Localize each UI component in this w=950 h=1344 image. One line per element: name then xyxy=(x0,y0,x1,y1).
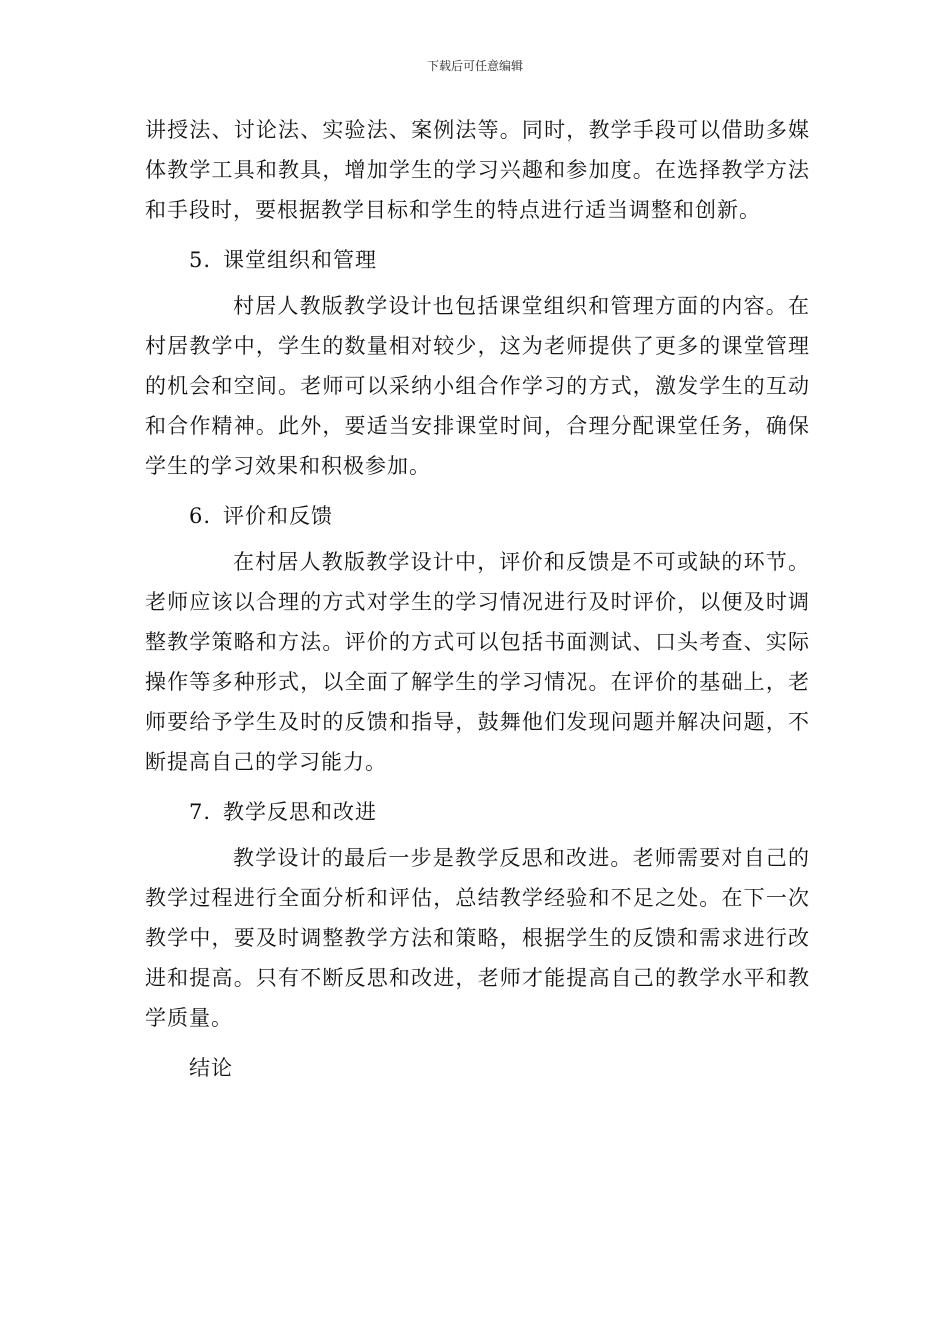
paragraph-teaching-methods-cont: 讲授法、讨论法、实验法、案例法等。同时，教学手段可以借助多媒体教学工具和教具，增加学生的学习兴趣和参加度。在选择教学方法和手段时，要根据教学目标和学生的特点进行适当调整和创新。 xyxy=(145,118,810,222)
section-heading-6 xyxy=(145,498,810,534)
section-heading-5 xyxy=(145,242,810,278)
section-heading-7 xyxy=(145,794,810,830)
paragraph-evaluation-feedback: 在村居人教版教学设计中，评价和反馈是不可或缺的环节。老师应该以合理的方式对学生的学习情况进行及时评价，以便及时调整教学策略和方法。评价的方式可以包括书面测试、口头考查、实际操作等多种形式，以全面了解学生的学习情况。在评价的基础上，老师要给予学生及时的反馈和指导，鼓舞他们发现问题并解决问题，不断提高自己的学习能力。 xyxy=(145,550,810,774)
paragraph-reflection-improvement: 教学设计的最后一步是教学反思和改进。老师需要对自己的教学过程进行全面分析和评估，总结教学经验和不足之处。在下一次教学中，要及时调整教学方法和策略，根据学生的反馈和需求进行改进和提高。只有不断反思和改进，老师才能提高自己的教学水平和教学质量。 xyxy=(145,846,810,1030)
section-title: 教学反思和改进 xyxy=(223,800,377,824)
section-title: 评价和反馈 xyxy=(223,504,333,528)
section-number: 7. xyxy=(189,800,212,824)
paragraph-classroom-management: 村居人教版教学设计也包括课堂组织和管理方面的内容。在村居教学中，学生的数量相对较少，这为老师提供了更多的课堂管理的机会和空间。老师可以采纳小组合作学习的方式，激发学生的互动和合作精神。此外，要适当安排课堂时间，合理分配课堂任务，确保学生的学习效果和积极参加。 xyxy=(145,294,810,478)
page-header: 下载后可任意编辑 xyxy=(426,59,523,73)
section-title: 课堂组织和管理 xyxy=(223,248,377,272)
conclusion-heading: 结论 xyxy=(189,1056,233,1080)
section-number: 5. xyxy=(189,248,212,272)
document-body xyxy=(145,110,810,1094)
section-number: 6. xyxy=(189,504,212,528)
